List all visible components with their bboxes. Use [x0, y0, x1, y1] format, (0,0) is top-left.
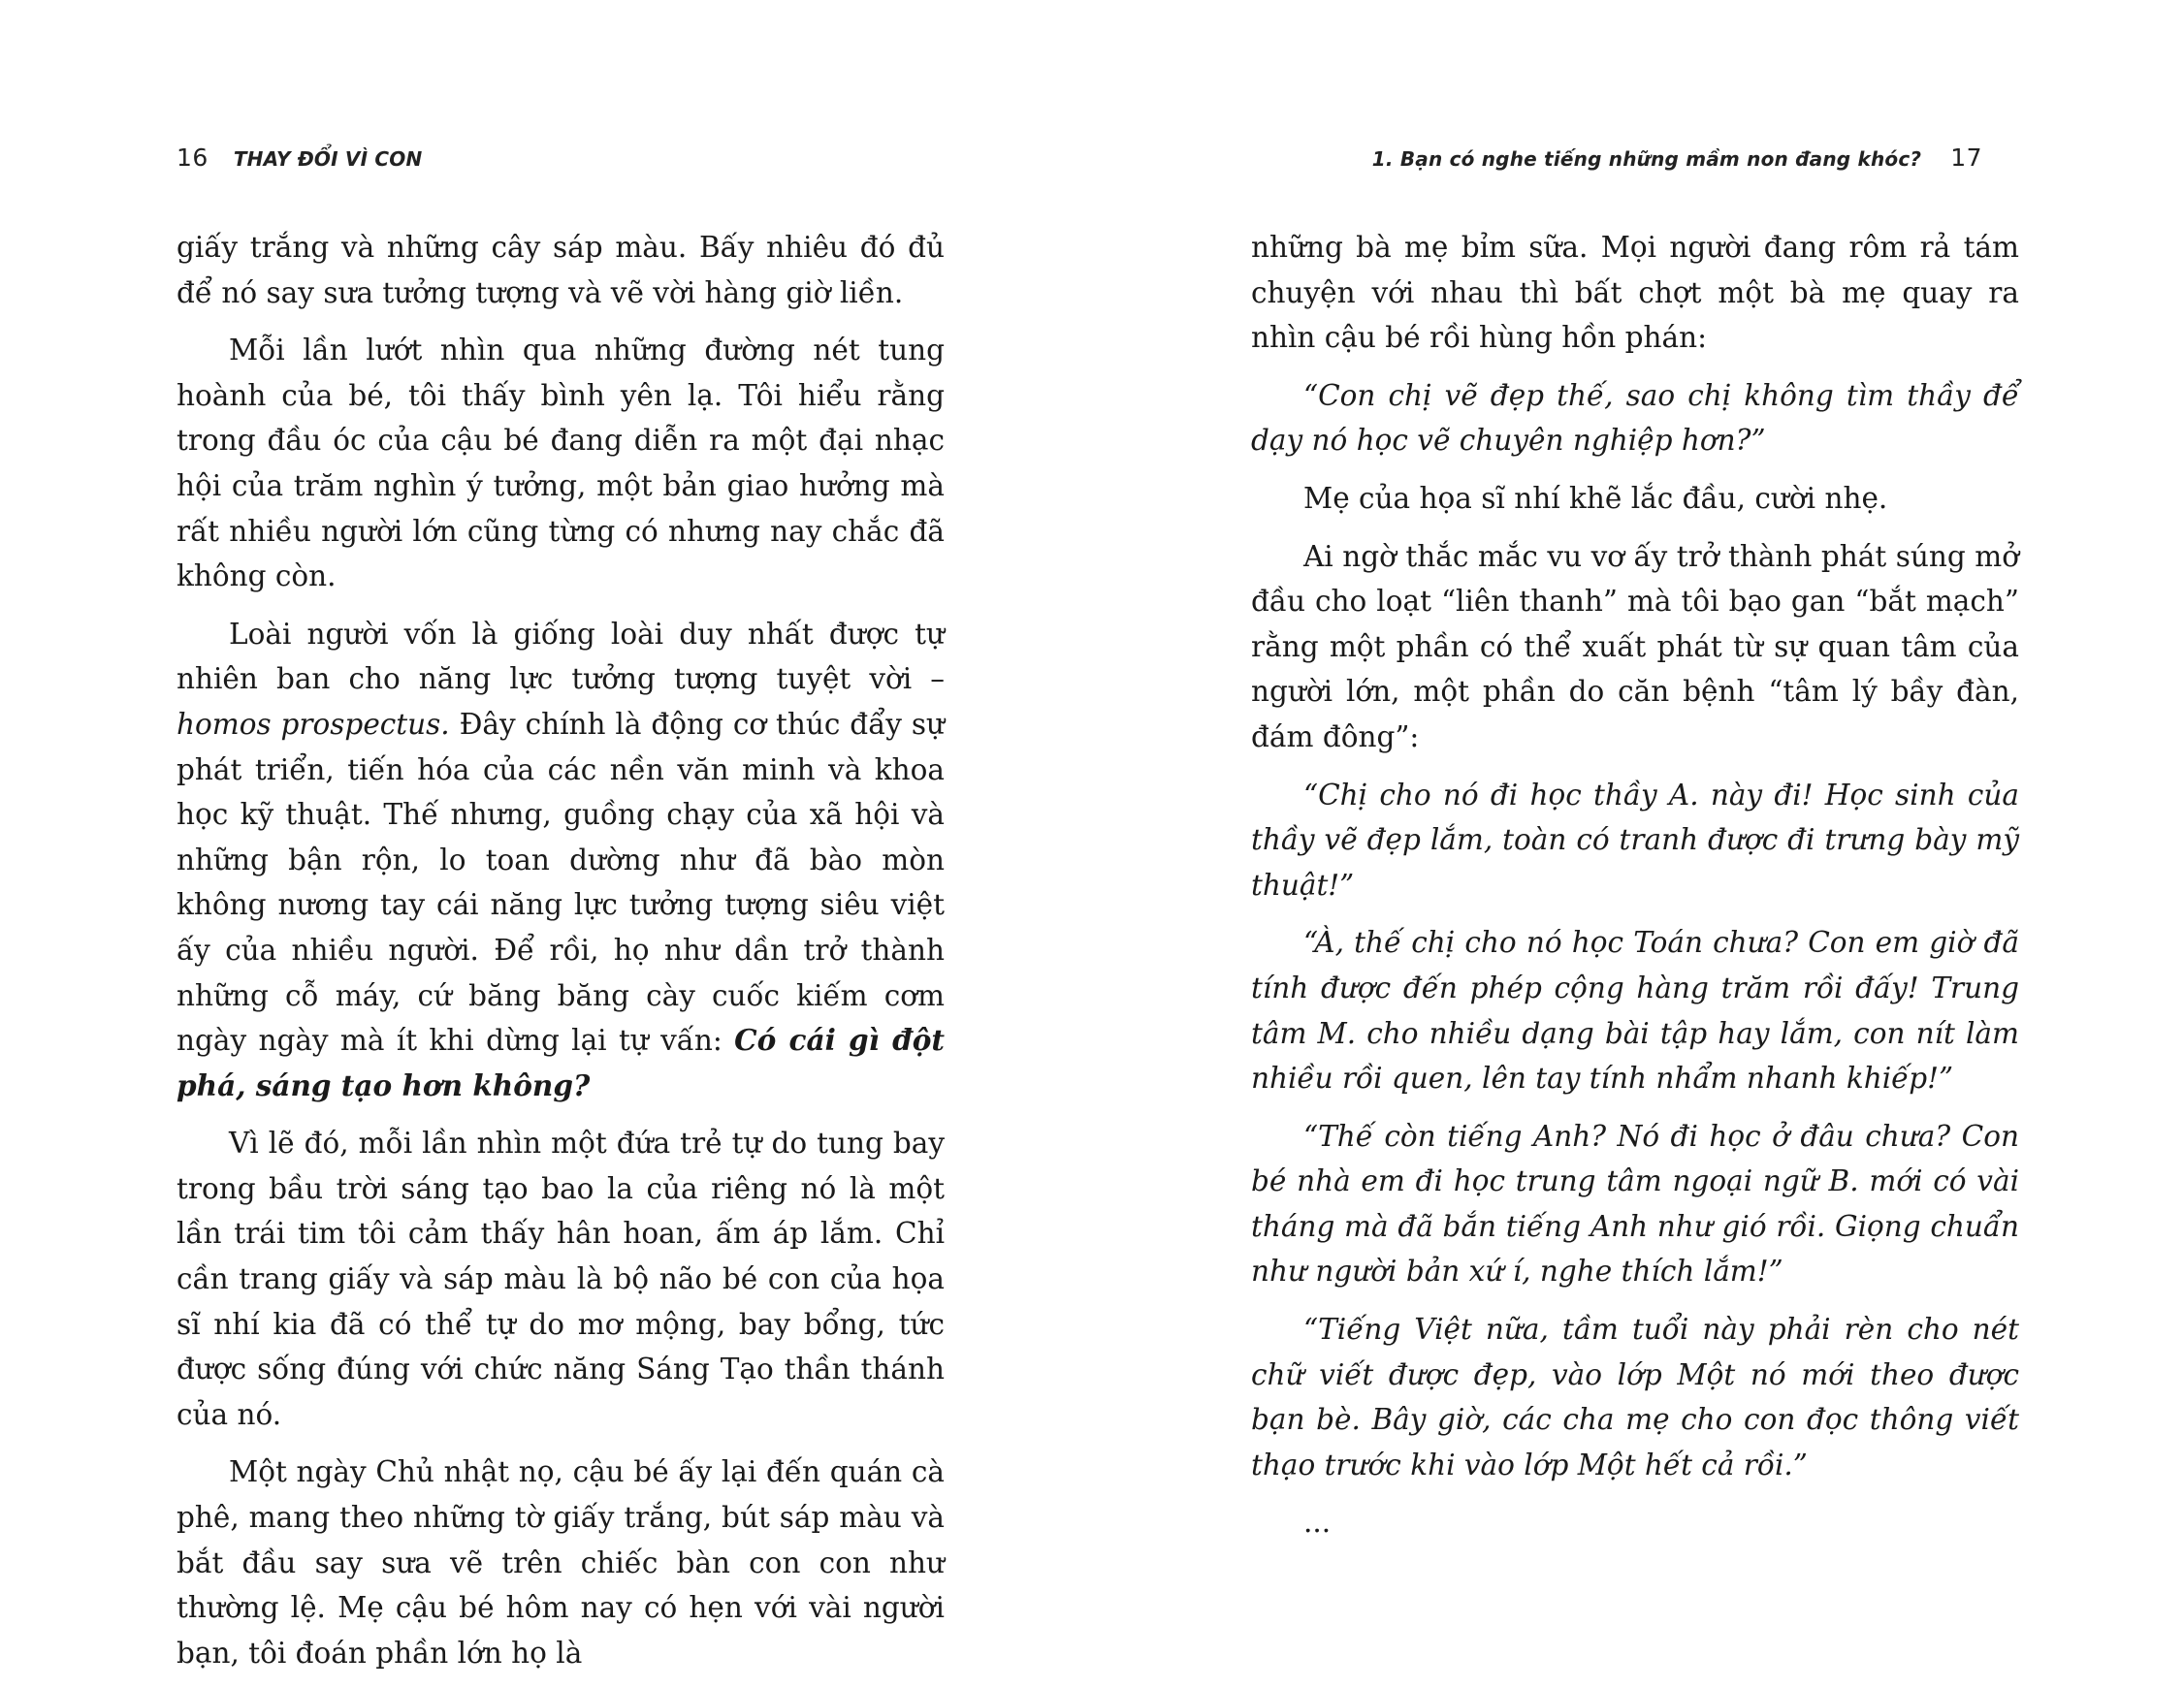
- italic-term: homos prospectus.: [177, 707, 450, 741]
- left-running-title: THAY ĐỔI VÌ CON: [233, 147, 423, 171]
- paragraph: [177, 612, 945, 1109]
- paragraph-text: Loài người vốn là giống loài duy nhất được tự nhiên ban cho năng lực tưởng tượng tuyệt vời –: [177, 617, 945, 696]
- paragraph: Vì lẽ đó, mỗi lần nhìn một đứa trẻ tự do tung bay trong bầu trời sáng tạo bao la của riêng nó là một lần trái tim tôi cảm thấy hân hoan, ấm áp lắm. Chỉ cần trang giấy và sáp màu là bộ não bé con của họa sĩ nhí kia đã có thể tự do mơ mộng, bay bổng, tức được sống đúng với chức năng Sáng Tạo thần thánh của nó.: [177, 1127, 945, 1431]
- bold-italic-question: Có cái gì đột phá, sáng tạo hơn không?: [177, 1023, 946, 1102]
- left-running-head: [177, 143, 422, 182]
- right-body-text: [1251, 225, 2019, 1558]
- paragraph: giấy trắng và những cây sáp màu. Bấy nhiêu đó đủ để nó say sưa tưởng tượng và vẽ vời hàng giờ liền.: [177, 231, 945, 309]
- paragraph: Mẹ của họa sĩ nhí khẽ lắc đầu, cười nhẹ.: [1303, 481, 1888, 515]
- right-running-head: [1372, 143, 1982, 182]
- paragraph: Ai ngờ thắc mắc vu vơ ấy trở thành phát súng mở đầu cho loạt “liên thanh” mà tôi bạo gan “bắt mạch” rằng một phần có thể xuất phát từ sự quan tâm của người lớn, một phần do căn bệnh “tâm lý bầy đàn, đám đông”:: [1251, 539, 2019, 753]
- left-page-number: 16: [177, 143, 209, 172]
- quote-paragraph: “Chị cho nó đi học thầy A. này đi! Học sinh của thầy vẽ đẹp lắm, toàn có tranh được đi trưng bày mỹ thuật!”: [1251, 778, 2019, 902]
- paragraph-text: Đây chính là động cơ thúc đẩy sự phát triển, tiến hóa của các nền văn minh và khoa học kỹ thuật. Thế nhưng, guồng chạy của xã hội và những bận rộn, lo toan dường như đã bào mòn không nương tay cái năng lực tưởng tượng siêu việt ấy của nhiều người. Để rồi, họ như dần trở thành những cỗ máy, cứ băng băng cày cuốc kiếm cơm ngày ngày mà ít khi dừng lại tự vấn:: [177, 707, 945, 1058]
- paragraph: Mỗi lần lướt nhìn qua những đường nét tung hoành của bé, tôi thấy bình yên lạ. Tôi hiểu rằng trong đầu óc của cậu bé đang diễn ra một đại nhạc hội của trăm nghìn ý tưởng, một bản giao hưởng mà rất nhiều người lớn cũng từng có nhưng nay chắc đã không còn.: [177, 334, 945, 593]
- right-page-number: 17: [1950, 143, 1982, 172]
- right-running-title: 1. Bạn có nghe tiếng những mầm non đang khóc?: [1371, 147, 1922, 171]
- quote-paragraph: “Tiếng Việt nữa, tầm tuổi này phải rèn cho nét chữ viết được đẹp, vào lớp Một nó mới theo được bạn bè. Bây giờ, các cha mẹ cho con đọc thông viết thạo trước khi vào lớp Một hết cả rồi.”: [1251, 1313, 2019, 1481]
- paragraph: những bà mẹ bỉm sữa. Mọi người đang rôm rả tám chuyện với nhau thì bất chợt một bà mẹ quay ra nhìn cậu bé rồi hùng hồn phán:: [1251, 231, 2019, 355]
- quote-paragraph: “À, thế chị cho nó học Toán chưa? Con em giờ đã tính được đến phép cộng hàng trăm rồi đấy! Trung tâm M. cho nhiều dạng bài tập hay lắm, con nít làm nhiều rồi quen, lên tay tính nhẩm nhanh khiếp!”: [1251, 926, 2019, 1096]
- paragraph: Một ngày Chủ nhật nọ, cậu bé ấy lại đến quán cà phê, mang theo những tờ giấy trắng, bút sáp màu và bắt đầu say sưa vẽ trên chiếc bàn con con như thường lệ. Mẹ cậu bé hôm nay có hẹn với vài người bạn, tôi đoán phần lớn họ là: [177, 1455, 945, 1670]
- quote-paragraph: “Con chị vẽ đẹp thế, sao chị không tìm thầy để dạy nó học vẽ chuyên nghiệp hơn?”: [1251, 378, 2019, 458]
- right-page: [1092, 0, 2184, 1611]
- left-body-text: [177, 225, 945, 1688]
- ellipsis: ...: [1303, 1506, 1332, 1540]
- left-page: [0, 0, 1092, 1670]
- quote-paragraph: “Thế còn tiếng Anh? Nó đi học ở đâu chưa? Con bé nhà em đi học trung tâm ngoại ngữ B. mới có vài tháng mà đã bắn tiếng Anh như gió rồi. Giọng chuẩn như người bản xứ í, nghe thích lắm!”: [1251, 1119, 2019, 1289]
